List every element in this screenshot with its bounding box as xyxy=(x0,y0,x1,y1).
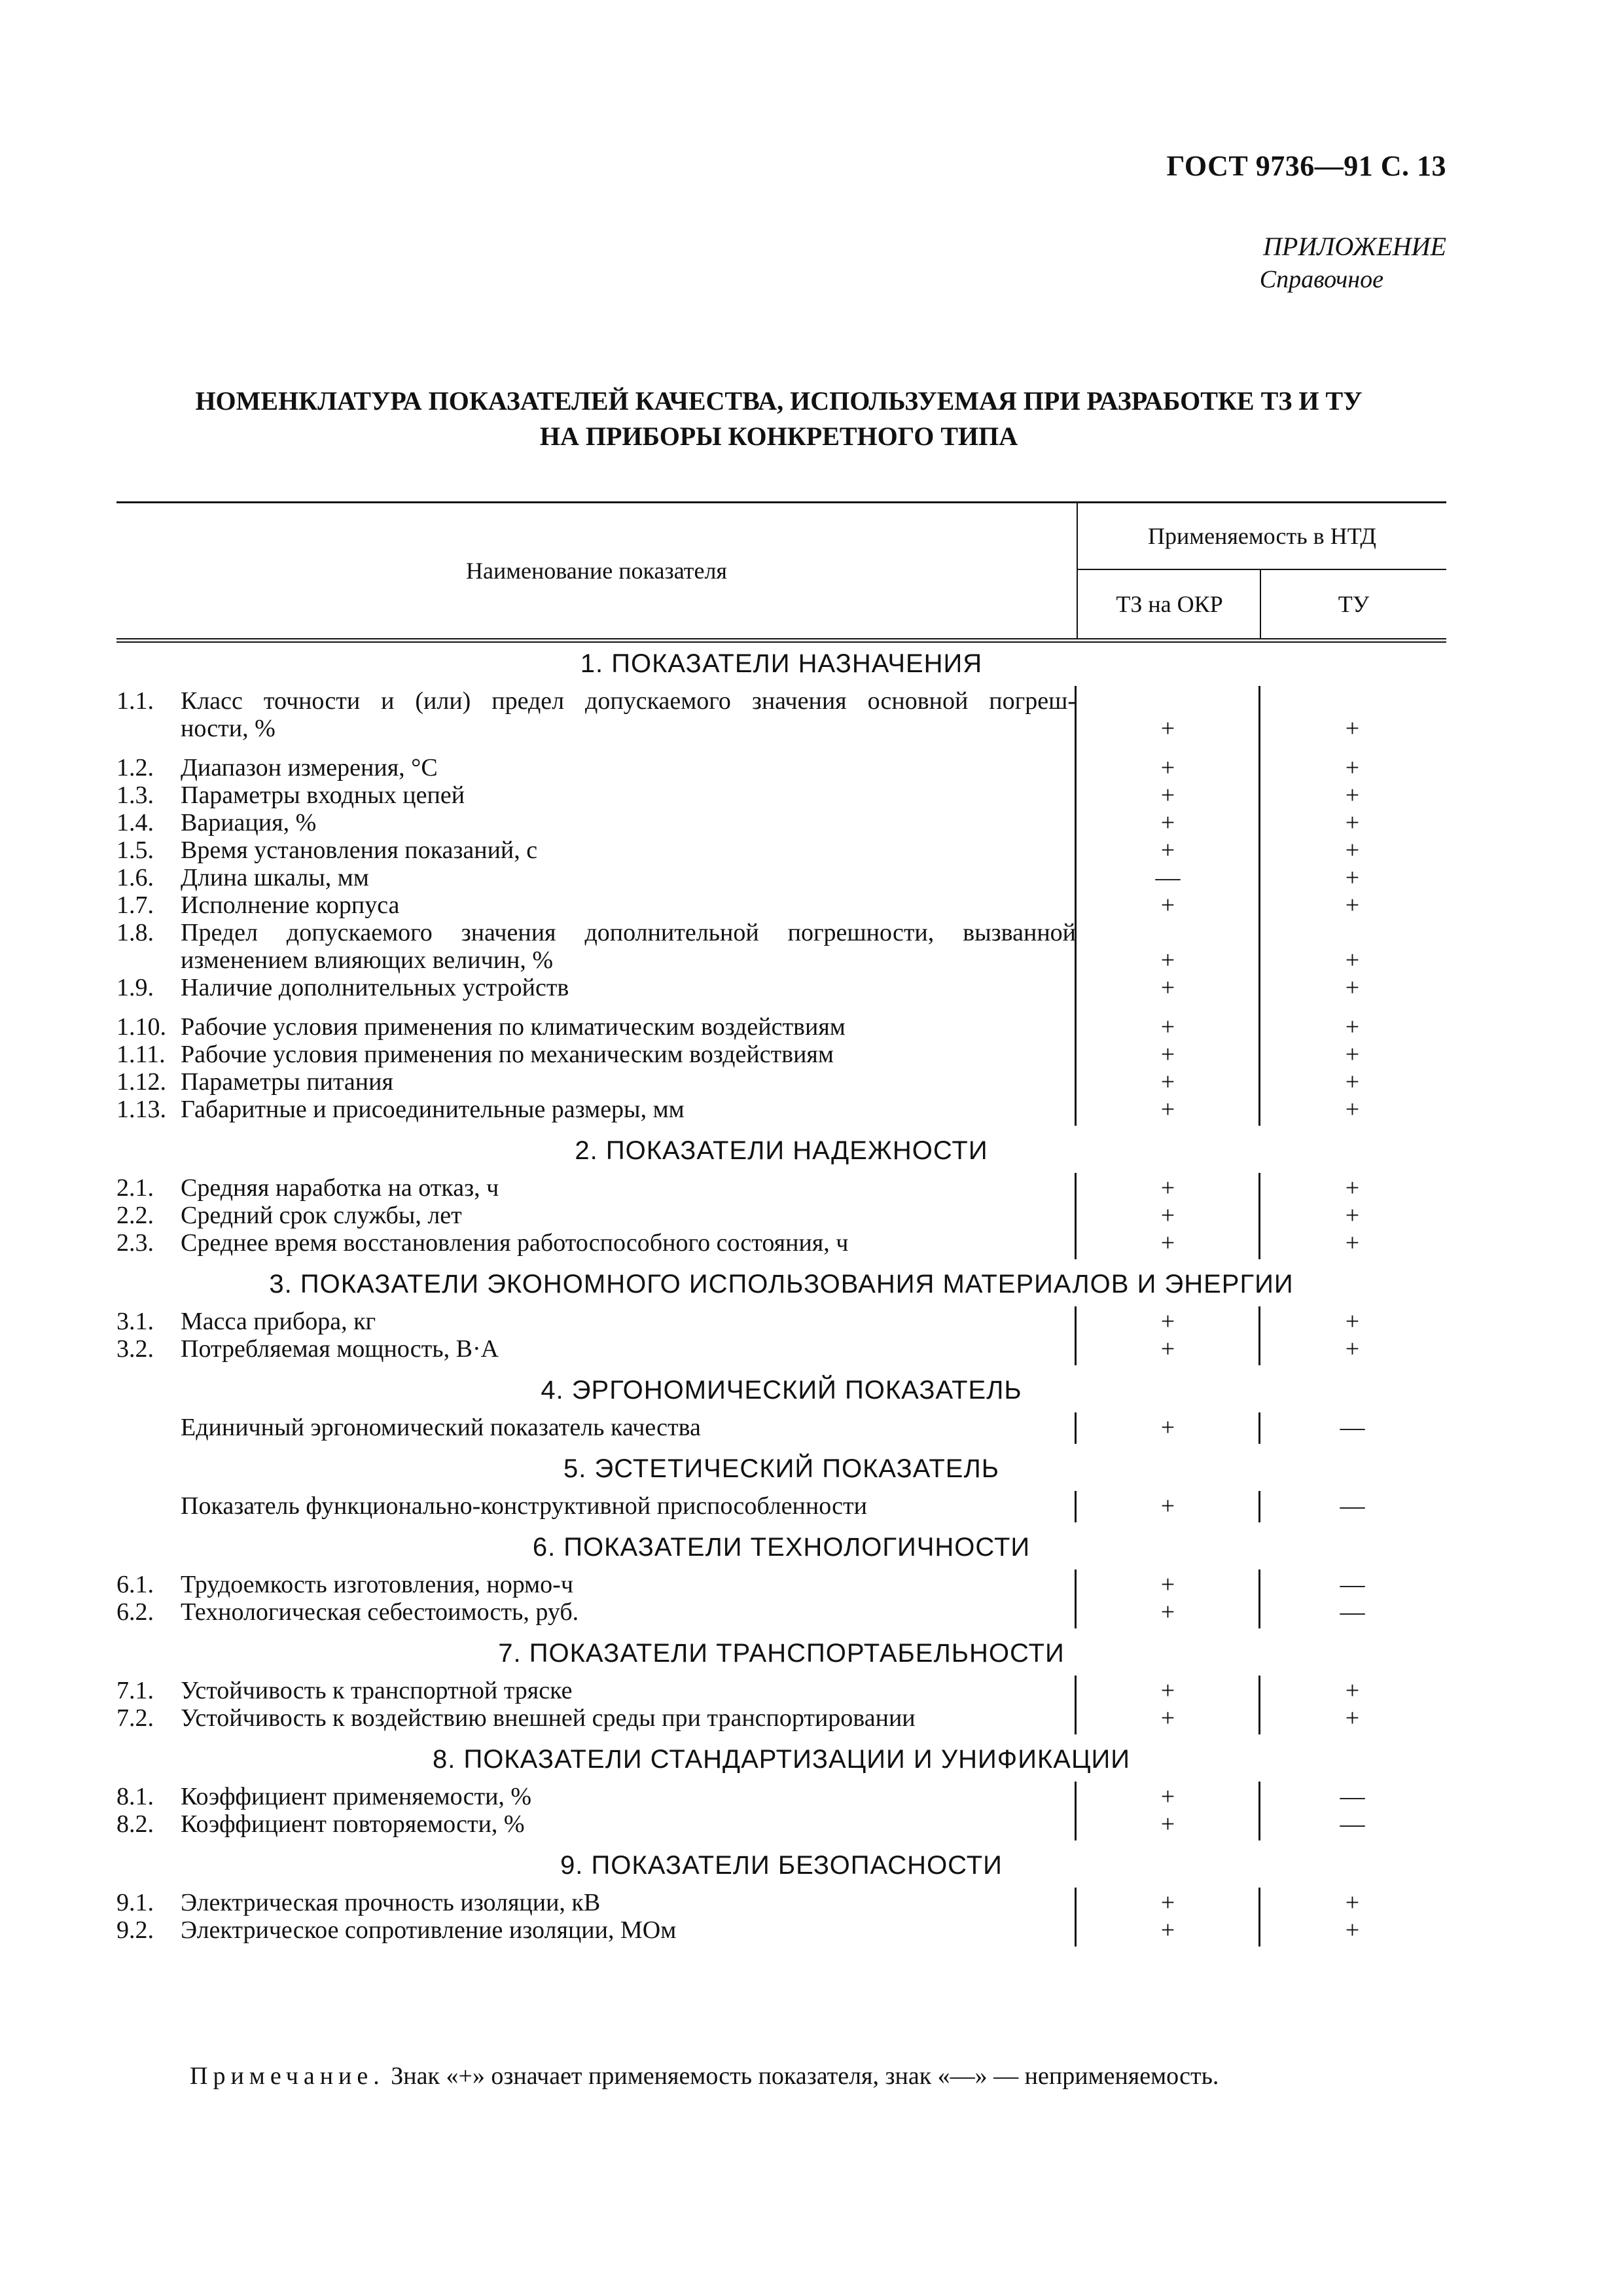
applicability-tu-mark: + xyxy=(1345,891,1360,919)
row-number: 3.1. xyxy=(116,1308,154,1335)
section-rows xyxy=(116,1778,1446,1844)
row-number: 1.11. xyxy=(116,1041,166,1068)
row-indicator-name xyxy=(181,1068,1076,1096)
indicator-text-line: Электрическая прочность изоляции, кВ xyxy=(181,1889,601,1916)
section-rows xyxy=(116,1408,1446,1448)
indicator-text-line: Предел допускаемого значения дополнительной погрешности, вызванной xyxy=(181,919,1076,946)
applicability-tz-mark: + xyxy=(1160,715,1175,742)
document-title xyxy=(118,384,1440,454)
applicability-tz-mark: + xyxy=(1160,1308,1175,1335)
indicator-text-line: Время установления показаний, с xyxy=(181,836,538,864)
appendix-sublabel: Справочное xyxy=(1259,266,1383,293)
section-title: 2. ПОКАЗАТЕЛИ НАДЕЖНОСТИ xyxy=(575,1136,988,1165)
row-number: 1.9. xyxy=(116,974,154,1001)
applicability-tu-mark: + xyxy=(1345,1174,1360,1202)
quality-indicators-table xyxy=(116,501,1446,1950)
indicator-text-line: Средний срок службы, лет xyxy=(181,1202,462,1229)
row-indicator-name xyxy=(181,1308,1076,1335)
applicability-tu-mark: + xyxy=(1345,1096,1360,1123)
row-indicator-name xyxy=(181,1810,1076,1838)
row-indicator-name xyxy=(181,1571,1076,1598)
section-rows xyxy=(116,1566,1446,1632)
footnote xyxy=(190,2062,1219,2090)
section-title: 5. ЭСТЕТИЧЕСКИЙ ПОКАЗАТЕЛЬ xyxy=(563,1454,999,1483)
page-header-reference: ГОСТ 9736—91 С. 13 xyxy=(1166,150,1446,182)
indicator-text-line: ности, % xyxy=(181,715,276,742)
applicability-tu-mark: + xyxy=(1345,1308,1360,1335)
row-indicator-name xyxy=(181,919,1076,974)
indicator-text-line: Трудоемкость изготовления, нормо-ч xyxy=(181,1571,573,1598)
applicability-tz-mark: + xyxy=(1160,891,1175,919)
column-header-tu: ТУ xyxy=(1260,570,1446,638)
row-number: 9.2. xyxy=(116,1916,154,1944)
row-indicator-name xyxy=(181,891,1076,919)
indicator-text-line: Электрическое сопротивление изоляции, МОм xyxy=(181,1916,677,1944)
table-row xyxy=(116,864,1446,891)
applicability-tz-mark: + xyxy=(1160,781,1175,809)
applicability-tu-mark: — xyxy=(1340,1783,1365,1810)
indicator-text-line: Технологическая себестоимость, руб. xyxy=(181,1598,579,1626)
row-number: 6.2. xyxy=(116,1598,154,1626)
row-indicator-name xyxy=(181,1096,1076,1123)
indicator-text-line: Длина шкалы, мм xyxy=(181,864,369,891)
applicability-tz-mark: + xyxy=(1160,1414,1175,1441)
row-indicator-name xyxy=(181,836,1076,864)
applicability-tz-mark: + xyxy=(1160,1783,1175,1810)
row-indicator-name xyxy=(181,974,1076,1001)
column-header-applicability: Применяемость в НТД xyxy=(1077,503,1446,570)
applicability-tu-mark: — xyxy=(1340,1571,1365,1598)
row-indicator-name xyxy=(181,1041,1076,1068)
row-number: 1.1. xyxy=(116,687,154,715)
applicability-tz-mark: + xyxy=(1160,1229,1175,1257)
section-rows xyxy=(116,1169,1446,1263)
applicability-tz-mark: + xyxy=(1160,1041,1175,1068)
row-number: 8.2. xyxy=(116,1810,154,1838)
table-row xyxy=(116,1598,1446,1626)
applicability-tz-mark: + xyxy=(1160,836,1175,864)
applicability-tz-mark: + xyxy=(1160,1598,1175,1626)
table-row xyxy=(116,1889,1446,1916)
indicator-text-line: Потребляемая мощность, В·А xyxy=(181,1335,499,1363)
title-line-2: НА ПРИБОРЫ КОНКРЕТНОГО ТИПА xyxy=(539,422,1018,451)
table-row xyxy=(116,1174,1446,1202)
row-indicator-name xyxy=(181,1916,1076,1944)
indicator-text-line: Рабочие условия применения по механическим воздействиям xyxy=(181,1041,834,1068)
applicability-tu-mark: — xyxy=(1340,1414,1365,1441)
table-row xyxy=(116,974,1446,1001)
indicator-text-line: Устойчивость к транспортной тряске xyxy=(181,1677,573,1704)
applicability-tu-mark: + xyxy=(1345,809,1360,836)
row-number xyxy=(116,1492,181,1520)
applicability-tz-mark: + xyxy=(1160,1810,1175,1838)
applicability-tz-mark: + xyxy=(1160,1704,1175,1732)
title-line-1: НОМЕНКЛАТУРА ПОКАЗАТЕЛЕЙ КАЧЕСТВА, ИСПОЛЬЗУЕМАЯ ПРИ РАЗРАБОТКЕ ТЗ И ТУ xyxy=(195,386,1363,416)
section-title: 1. ПОКАЗАТЕЛИ НАЗНАЧЕНИЯ xyxy=(580,649,983,678)
row-number: 2.1. xyxy=(116,1174,154,1202)
applicability-tz-mark: + xyxy=(1160,1335,1175,1363)
section-rows xyxy=(116,1672,1446,1738)
footnote-text: Знак «+» означает применяемость показателя, знак «—» — неприменяемость. xyxy=(384,2062,1219,2090)
applicability-tu-mark: — xyxy=(1340,1598,1365,1626)
applicability-tu-mark: + xyxy=(1345,974,1360,1001)
table-row xyxy=(116,1202,1446,1229)
indicator-text-line: Среднее время восстановления работоспособного состояния, ч xyxy=(181,1229,849,1257)
row-indicator-name xyxy=(181,1229,1076,1257)
row-indicator-name xyxy=(181,1174,1076,1202)
table-row xyxy=(116,1704,1446,1732)
table-row xyxy=(116,1414,1446,1441)
applicability-tu-mark: + xyxy=(1345,1068,1360,1096)
indicator-text-line: изменением влияющих величин, % xyxy=(181,946,554,974)
indicator-text-line: Диапазон измерения, °С xyxy=(181,754,438,781)
applicability-tu-mark: + xyxy=(1345,864,1360,891)
table-row xyxy=(116,1810,1446,1838)
row-number: 1.7. xyxy=(116,891,154,919)
applicability-tu-mark: + xyxy=(1345,781,1360,809)
applicability-tz-mark: + xyxy=(1160,1013,1175,1041)
row-number: 8.1. xyxy=(116,1783,154,1810)
row-number: 1.5. xyxy=(116,836,154,864)
applicability-tu-mark: + xyxy=(1345,836,1360,864)
table-row xyxy=(116,891,1446,919)
indicator-text-line: Показатель функционально-конструктивной приспособленности xyxy=(181,1492,867,1520)
row-number: 2.3. xyxy=(116,1229,154,1257)
applicability-tu-mark: + xyxy=(1345,1677,1360,1704)
applicability-tz-mark: + xyxy=(1160,1174,1175,1202)
row-indicator-name xyxy=(181,1335,1076,1363)
section-rows xyxy=(116,1302,1446,1369)
section-rows xyxy=(116,1487,1446,1526)
section-title: 8. ПОКАЗАТЕЛИ СТАНДАРТИЗАЦИИ И УНИФИКАЦИИ xyxy=(432,1745,1131,1774)
table-row xyxy=(116,1335,1446,1363)
table-row xyxy=(116,1916,1446,1944)
applicability-tu-mark: — xyxy=(1340,1810,1365,1838)
table-row xyxy=(116,1229,1446,1257)
indicator-text-line: Наличие дополнительных устройств xyxy=(181,974,569,1001)
table-row xyxy=(116,687,1446,742)
indicator-text-line: Средняя наработка на отказ, ч xyxy=(181,1174,499,1202)
applicability-tz-mark: + xyxy=(1160,1492,1175,1520)
row-indicator-name xyxy=(181,1889,1076,1916)
indicator-text-line: Коэффициент применяемости, % xyxy=(181,1783,532,1810)
row-number: 1.2. xyxy=(116,754,154,781)
row-number: 3.2. xyxy=(116,1335,154,1363)
row-number: 9.1. xyxy=(116,1889,154,1916)
table-row xyxy=(116,781,1446,809)
applicability-tu-mark: + xyxy=(1345,1013,1360,1041)
row-indicator-name xyxy=(181,1598,1076,1626)
table-body xyxy=(116,643,1446,1950)
appendix-label-block xyxy=(1260,230,1446,296)
applicability-tu-mark: + xyxy=(1345,1041,1360,1068)
indicator-text-line: Вариация, % xyxy=(181,809,317,836)
row-number: 6.1. xyxy=(116,1571,154,1598)
row-indicator-name xyxy=(181,1492,1076,1520)
row-number xyxy=(116,1414,181,1441)
applicability-tz-mark: + xyxy=(1160,1068,1175,1096)
applicability-tz-mark: + xyxy=(1160,974,1175,1001)
row-number: 7.2. xyxy=(116,1704,154,1732)
applicability-tz-mark: + xyxy=(1160,1096,1175,1123)
row-number: 1.13. xyxy=(116,1096,166,1123)
indicator-text-line: Устойчивость к воздействию внешней среды при транспортировании xyxy=(181,1704,916,1732)
applicability-tz-mark: + xyxy=(1160,1202,1175,1229)
indicator-text-line: Рабочие условия применения по климатическим воздействиям xyxy=(181,1013,846,1041)
column-header-name: Наименование показателя xyxy=(466,558,727,584)
footnote-label: Примечание. xyxy=(190,2062,385,2090)
section-title: 6. ПОКАЗАТЕЛИ ТЕХНОЛОГИЧНОСТИ xyxy=(532,1533,1031,1562)
table-row xyxy=(116,1308,1446,1335)
table-row xyxy=(116,1068,1446,1096)
table-row xyxy=(116,1041,1446,1068)
row-indicator-name xyxy=(181,1414,1076,1441)
row-indicator-name xyxy=(181,809,1076,836)
indicator-text-line: Масса прибора, кг xyxy=(181,1308,376,1335)
row-indicator-name xyxy=(181,781,1076,809)
applicability-tu-mark: + xyxy=(1345,946,1360,974)
row-number: 7.1. xyxy=(116,1677,154,1704)
row-indicator-name xyxy=(181,1704,1076,1732)
indicator-text-line: Параметры питания xyxy=(181,1068,393,1096)
row-number: 1.4. xyxy=(116,809,154,836)
row-indicator-name xyxy=(181,864,1076,891)
indicator-text-line: Класс точности и (или) предел допускаемого значения основной погреш- xyxy=(181,687,1076,715)
indicator-text-line: Коэффициент повторяемости, % xyxy=(181,1810,525,1838)
section-title: 7. ПОКАЗАТЕЛИ ТРАНСПОРТАБЕЛЬНОСТИ xyxy=(498,1639,1065,1668)
section-rows xyxy=(116,1884,1446,1950)
row-number: 1.10. xyxy=(116,1013,166,1041)
applicability-tu-mark: + xyxy=(1345,1229,1360,1257)
indicator-text-line: Исполнение корпуса xyxy=(181,891,400,919)
table-row xyxy=(116,1677,1446,1704)
row-number: 1.6. xyxy=(116,864,154,891)
applicability-tz-mark: + xyxy=(1160,809,1175,836)
table-row xyxy=(116,809,1446,836)
indicator-text-line: Габаритные и присоединительные размеры, мм xyxy=(181,1096,685,1123)
applicability-tu-mark: + xyxy=(1345,1889,1360,1916)
table-row xyxy=(116,1571,1446,1598)
row-indicator-name xyxy=(181,687,1076,742)
applicability-tu-mark: — xyxy=(1340,1492,1365,1520)
applicability-tz-mark: + xyxy=(1160,946,1175,974)
applicability-tu-mark: + xyxy=(1345,1704,1360,1732)
table-header xyxy=(116,501,1446,643)
section-rows xyxy=(116,682,1446,1130)
table-row xyxy=(116,1096,1446,1123)
applicability-tu-mark: + xyxy=(1345,1335,1360,1363)
section-title: 4. ЭРГОНОМИЧЕСКИЙ ПОКАЗАТЕЛЬ xyxy=(541,1376,1022,1405)
row-indicator-name xyxy=(181,1013,1076,1041)
applicability-tu-mark: + xyxy=(1345,1916,1360,1944)
applicability-tz-mark: + xyxy=(1160,1889,1175,1916)
row-indicator-name xyxy=(181,1783,1076,1810)
applicability-tu-mark: + xyxy=(1345,754,1360,781)
applicability-tz-mark: + xyxy=(1160,754,1175,781)
row-number: 2.2. xyxy=(116,1202,154,1229)
applicability-tz-mark: + xyxy=(1160,1571,1175,1598)
appendix-label: ПРИЛОЖЕНИЕ xyxy=(1263,232,1446,261)
applicability-tz-mark: + xyxy=(1160,1677,1175,1704)
section-title: 9. ПОКАЗАТЕЛИ БЕЗОПАСНОСТИ xyxy=(560,1851,1003,1880)
section-title: 3. ПОКАЗАТЕЛИ ЭКОНОМНОГО ИСПОЛЬЗОВАНИЯ МАТЕРИАЛОВ И ЭНЕРГИИ xyxy=(269,1270,1294,1299)
applicability-tz-mark: + xyxy=(1160,1916,1175,1944)
table-row xyxy=(116,754,1446,781)
table-row xyxy=(116,1783,1446,1810)
row-indicator-name xyxy=(181,1202,1076,1229)
table-row xyxy=(116,919,1446,974)
table-row xyxy=(116,1492,1446,1520)
row-indicator-name xyxy=(181,1677,1076,1704)
row-number: 1.8. xyxy=(116,919,154,946)
applicability-tu-mark: + xyxy=(1345,1202,1360,1229)
indicator-text-line: Параметры входных цепей xyxy=(181,781,465,809)
indicator-text-line: Единичный эргономический показатель качества xyxy=(181,1414,701,1441)
table-row xyxy=(116,1013,1446,1041)
applicability-tu-mark: + xyxy=(1345,715,1360,742)
column-header-tz: ТЗ на ОКР xyxy=(1077,570,1261,638)
row-number: 1.12. xyxy=(116,1068,166,1096)
row-indicator-name xyxy=(181,754,1076,781)
table-row xyxy=(116,836,1446,864)
row-number: 1.3. xyxy=(116,781,154,809)
applicability-tz-mark: — xyxy=(1155,864,1181,891)
